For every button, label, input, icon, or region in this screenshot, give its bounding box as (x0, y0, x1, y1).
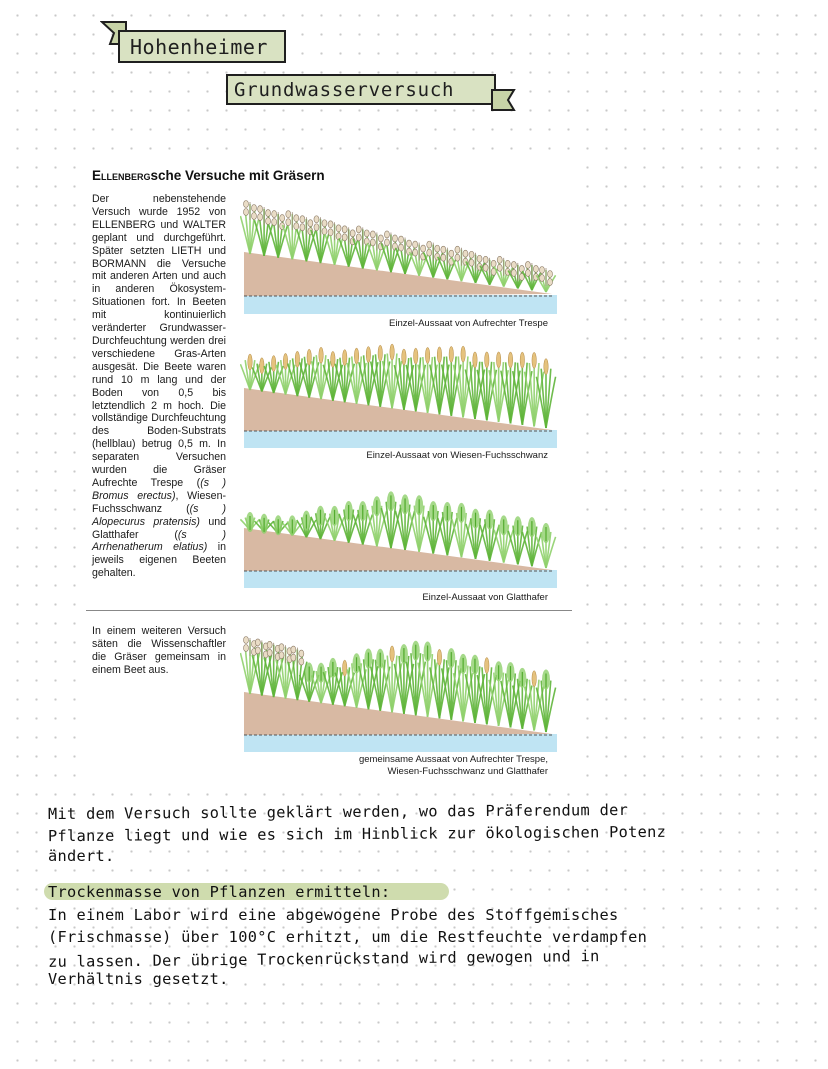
grass-plant-icon (466, 251, 485, 283)
grass-plant-icon (325, 506, 344, 541)
grass-plant-icon (297, 511, 316, 538)
grass-plant-icon (311, 347, 330, 399)
grass-plant-icon (418, 642, 437, 717)
grass-plant-icon (501, 662, 520, 727)
grass-plant-icon (442, 648, 461, 720)
grass-plant-icon (494, 256, 513, 286)
grass-plant-icon (353, 501, 372, 544)
grass-plant-icon (536, 670, 555, 733)
panel-mixed-illustration (240, 620, 562, 754)
panel-alopecurus-illustration (240, 338, 562, 450)
body-line-2: (Frischmasse) über 100°C erhitzt, um die Restfeuchte verdampfen (48, 928, 648, 946)
title-line-1: Hohenheimer (130, 34, 268, 59)
panel-mixed (240, 620, 562, 777)
panel-arrhenatherum (240, 470, 562, 603)
grass-plant-icon (382, 344, 401, 408)
figure-divider (86, 610, 572, 611)
panel-mixed-caption: gemeinsame Aussaat von Aufrechter Trespe, Wiesen-Fuchsschwanz und Glatthafer (358, 754, 548, 777)
grass-plant-icon (300, 663, 319, 702)
note-line-2: Pflanze liegt und wie es sich im Hinblick zur ökologischen Potenz (47, 822, 667, 846)
grass-plant-icon (465, 655, 484, 723)
figure-description: Der nebenstehende Versuch wurde 1952 von ELLENBERG und WALTER geplant und durchgeführt. Später setzten LIETH und BORMANN die Versuche mit anderen Arten und auch in anderen Ökosystem-Situationen fort. In Beeten mit kontinuierlich veränderter Grundwasser-Durchfeuchtung werden drei verschiedene Gras-Arten ausgesät. Die Beete waren rund 10 m lang und der Boden von 0,5 bis letztendlich 2 m hoch. Die vollständige Durchfeuchtung des Boden-Substrats (hellblau) betrug 0,5 m. In separaten Versuchen wurden die Gräser Aufrechte Trespe ((s ) Bromus erectus), Wiesen-Fuchsschwanz ((s ) Alopecurus pratensis) und Glatthafer ((s ) Arrhenatherum elatius) in jeweils eigenen Beeten gehalten. (92, 193, 226, 580)
grass-plant-icon (323, 658, 342, 705)
grass-plant-icon (424, 241, 443, 277)
title-banner-1 (118, 30, 286, 63)
title-line-2: Grundwasserversuch (234, 78, 455, 101)
panel-arrhenatherum-illustration (240, 470, 562, 592)
section-title: Trockenmasse von Pflanzen ermitteln: (48, 883, 391, 901)
body-line-3: zu lassen. Der übrige Trockenrückstand wird gewogen und in (47, 947, 600, 971)
body-line-1: In einem Labor wird eine abgewogene Probe des Stoffgemisches (48, 906, 619, 924)
note-line-1: Mit dem Versuch sollte geklärt werden, wo das Präferendum der (47, 800, 629, 824)
grass-plant-icon (452, 246, 471, 281)
textbook-figure (86, 162, 572, 788)
grass-plant-icon (536, 523, 555, 568)
panel-bromus (240, 192, 562, 329)
panel-alopecurus-caption: Einzel-Aussaat von Wiesen-Fuchsschwanz (366, 450, 548, 461)
banner-ribbon-right-icon (490, 88, 518, 114)
panel-bromus-caption: Einzel-Aussaat von Aufrechter Trespe (389, 318, 548, 329)
figure-heading: Ellenbergsche Versuche mit Gräsern (92, 168, 325, 183)
grass-plant-icon (395, 236, 414, 274)
grass-plant-icon (406, 641, 425, 716)
grass-plant-icon (367, 496, 386, 546)
grass-plant-icon (240, 512, 259, 532)
panel-bromus-illustration (240, 192, 562, 316)
panel-alopecurus (240, 338, 562, 461)
grass-plant-icon (382, 646, 401, 712)
figure-description-joint: In einem weiteren Versuch säten die Wissenschaftler die Gräser gemeinsam in einem Beet aus. (92, 625, 226, 676)
grass-plant-icon (240, 354, 259, 390)
title-banner-2 (226, 74, 496, 105)
panel-arrhenatherum-caption: Einzel-Aussaat von Glatthafer (422, 592, 548, 603)
grass-plant-icon (536, 267, 555, 293)
grass-plant-icon (359, 649, 378, 710)
grass-plant-icon (522, 261, 541, 290)
note-line-3: ändert. (48, 847, 115, 865)
body-line-4: Verhältnis gesetzt. (48, 970, 229, 988)
